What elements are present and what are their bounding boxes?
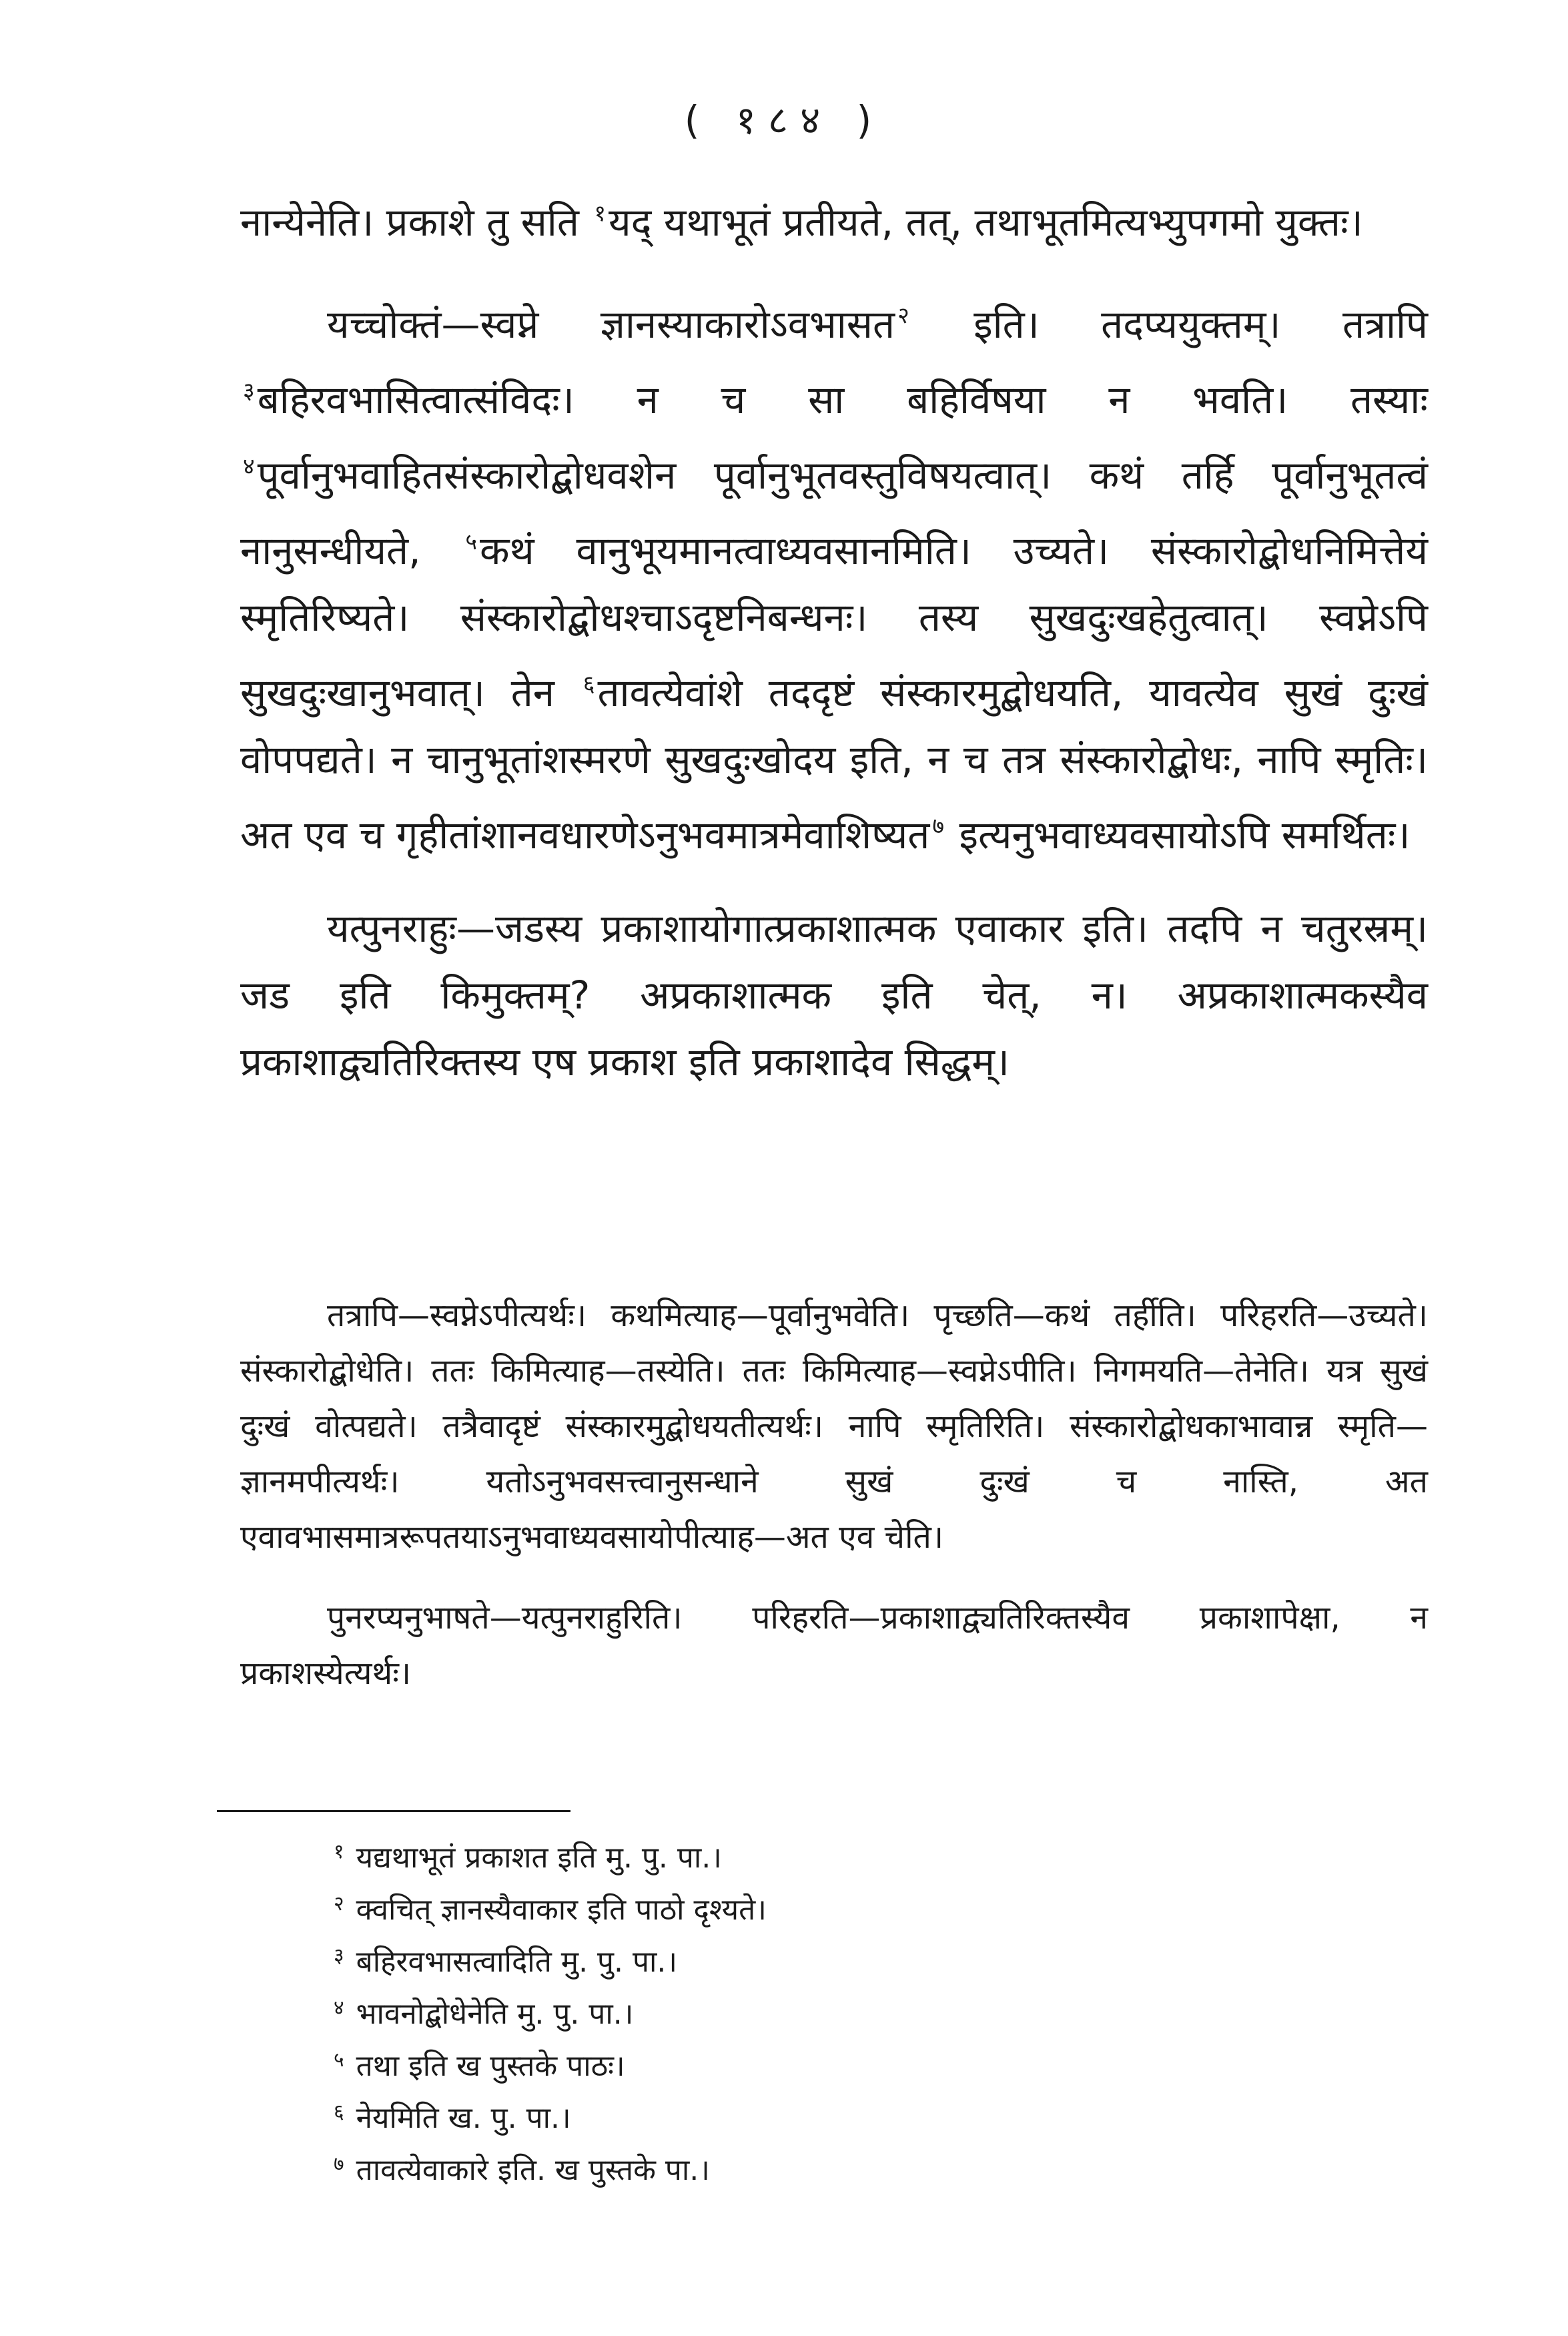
commentary	[240, 1288, 1428, 1727]
main-p1-text-b: यद् यथाभूतं प्रतीयते, तत्, तथाभूतमित्यभ्युपगमो युक्तः।	[609, 200, 1363, 245]
commentary-paragraph-1: तत्रापि—स्वप्नेऽपीत्यर्थः। कथमित्याह—पूर्वानुभवेति। पृच्छति—कथं तर्हीति। परिहरति—उच्यते। संस्कारोद्बोधेति। ततः किमित्याह—तस्येति। ततः किमित्याह—स्वप्नेऽपीति। निगमयति—तेनेति। यत्र सुखं दुःखं वोत्पद्यते। तत्रैवादृष्टं संस्कारमुद्बोधयतीत्यर्थः। नापि स्मृतिरिति। संस्कारोद्बोधकाभावान्न स्मृति—ज्ञानमपीत्यर्थः। यतोऽनुभवसत्त्वानुसन्धाने सुखं दुःखं च नास्ति, अत एवावभासमात्ररूपतयाऽनुभवाध्यवसायोपीत्याह—अत एव चेति।	[240, 1297, 1428, 1556]
footnote	[334, 1829, 1334, 1881]
main-p2-text-f: तावत्येवांशे तददृष्टं संस्कारमुद्बोधयति, यावत्येव सुखं दुःखं वोपपद्यते। न चानुभूतांशस्मरणे सुखदुःखोदय इति, न च तत्र संस्कारोद्बोधः, नापि स्मृतिः। अत एव च गृहीतांशानवधारणेऽनुभवमात्रमेवाशिष्यत	[240, 670, 1428, 858]
footnote	[334, 1881, 1334, 1933]
footnotes	[334, 1829, 1334, 2193]
main-p1-text-a: नान्येनेति। प्रकाशे तु सति	[240, 200, 579, 245]
footnote-text: भावनोद्बोधेनेति मु. पु. पा.।	[356, 1997, 634, 2031]
footnote	[334, 1985, 1334, 2037]
footnote-ref-4: ४	[243, 453, 255, 480]
main-p2-text-g: इत्यनुभवाध्यवसायोऽपि समर्थितः।	[947, 812, 1411, 858]
main-paragraph-1	[240, 180, 1428, 256]
footnote-text: नेयमिति ख. पु. पा.।	[356, 2101, 571, 2135]
main-paragraph-2	[240, 282, 1428, 868]
footnote-mark: ६	[334, 2100, 344, 2124]
footnote-text: यद्यथाभूतं प्रकाशत इति मु. पु. पा.।	[356, 1841, 722, 1875]
footnote	[334, 2141, 1334, 2193]
page-number: ( १८४ )	[684, 97, 884, 143]
main-paragraph-3: यत्पुनराहुः—जडस्य प्रकाशायोगात्प्रकाशात्मक एवाकार इति। तदपि न चतुरस्रम्। जड इति किमुक्तम्? अप्रकाशात्मक इति चेत्, न। अप्रकाशात्मकस्यैव प्रकाशाद्व्यतिरिक्तस्य एष प्रकाश इति प्रकाशादेव सिद्धम्।	[240, 906, 1428, 1085]
footnote-text: तावत्येवाकारे इति. ख पुस्तके पा.।	[356, 2153, 710, 2187]
footnote-mark: २	[334, 1892, 344, 1916]
footnote-ref-2: २	[897, 302, 909, 329]
main-p2-text-e: कथं वानुभूयमानत्वाध्यवसानमिति। उच्यते। संस्कारोद्बोधनिमित्तेयं स्मृतिरिष्यते। संस्कारोद्बोधश्चाऽदृष्टनिबन्धनः। तस्य सुखदुःखहेतुत्वात्। स्वप्नेऽपि सुखदुःखानुभवात्। तेन	[240, 528, 1428, 715]
footnote-mark: १	[334, 1840, 344, 1863]
footnote-ref-7: ७	[932, 813, 945, 840]
footnote-text: क्वचित् ज्ञानस्यैवाकार इति पाठो दृश्यते।	[356, 1893, 767, 1927]
footnote-ref-5: ५	[465, 529, 478, 555]
footnote	[334, 2037, 1334, 2089]
footnote-ref-6: ६	[582, 671, 595, 697]
main-p2-text-c: बहिरवभासित्वात्संविदः। न च सा बहिर्विषया न भवति। तस्याः	[257, 377, 1428, 422]
footnote-mark: ४	[334, 1996, 344, 2020]
commentary-paragraph-2: पुनरप्यनुभाषते—यत्पुनराहुरिति। परिहरति—प्रकाशाद्व्यतिरिक्तस्यैव प्रकाशापेक्षा, न प्रकाशस्येत्यर्थः।	[240, 1599, 1428, 1692]
footnote-text: तथा इति ख पुस्तके पाठः।	[356, 2049, 625, 2083]
footnote-text: बहिरवभासत्वादिति मु. पु. पा.।	[356, 1945, 678, 1979]
main-p2-text-a: यच्चोक्तं—स्वप्ने ज्ञानस्याकारोऽवभासत	[327, 302, 895, 347]
footnote-mark: ७	[334, 2152, 344, 2176]
footnote-ref-3: ३	[243, 378, 255, 404]
main-text	[240, 180, 1428, 1122]
footnote-ref-1: १	[594, 200, 607, 227]
footnote	[334, 2089, 1334, 2141]
main-p2-text-d: पूर्वानुभवाहितसंस्कारोद्बोधवशेन पूर्वानुभूतवस्तुविषयत्वात्। कथं तर्हि पूर्वानुभूतत्वं नानुसन्धीयते,	[240, 453, 1428, 573]
footnote-mark: ५	[334, 2048, 344, 2072]
main-p2-text-b: इति। तदप्ययुक्तम्। तत्रापि	[911, 302, 1429, 347]
footnote	[334, 1933, 1334, 1985]
footnote-divider	[217, 1810, 570, 1812]
footnote-mark: ३	[334, 1944, 344, 1968]
